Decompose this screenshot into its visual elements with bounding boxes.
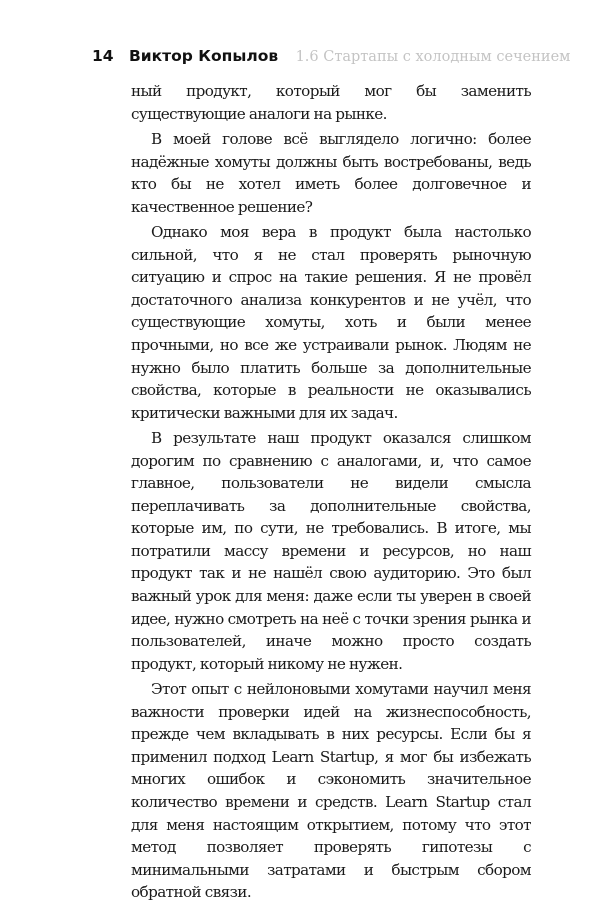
- paragraph-4: В результате наш продукт оказался слишком дорогим по сравнению с аналогами, и, что самое главное, пользователи не видели смысла переплачивать за дополнительные свойства, которые им, по сути, не требовались. В итоге, мы потратили массу времени и ресурсов, но наш продукт так и не нашёл свою аудиторию. Это был важный урок для меня: даже если ты уверен в своей идее, нужно смотреть на неё с точки зрения рынка и пользователей, иначе можно просто создать продукт, который никому не нужен.: [131, 429, 531, 673]
- paragraph-3: Однако моя вера в продукт была настолько сильной, что я не стал проверять рыночную ситуацию и спрос на такие решения. Я не провёл достаточного анализа конкурентов и не учёл, что существующие хомуты, хоть и были менее прочными, но все же устраивали рынок. Людям не нужно было платить больше за дополнительные свойства, которые в реальности не оказывались критически важными для их задач.: [131, 223, 531, 422]
- author-name: Виктор Копылов: [128, 47, 279, 65]
- page-number: 14: [92, 47, 114, 65]
- paragraph-2: В моей голове всё выглядело логично: более надёжные хомуты должны быть востребованы, ведь кто бы не хотел иметь более долговечное и качественное решение?: [131, 130, 531, 216]
- running-header: [92, 47, 571, 69]
- chapter-title: 1.6 Стартапы с холодным сечением: [295, 49, 571, 65]
- page-body: [131, 80, 531, 904]
- paragraph-1: ный продукт, который мог бы заменить существующие аналоги на рынке.: [131, 82, 531, 123]
- paragraph-5: Этот опыт с нейлоновыми хомутами научил меня важности проверки идей на жизнеспособность, прежде чем вкладывать в них ресурсы. Если бы я применил подход Learn Startup, я мог бы избежать многих ошибок и сэкономить значительное количество времени и средств. Learn Startup стал для меня настоящим открытием, потому что этот метод позволяет проверять гипотезы с минимальными затратами и быстрым сбором обратной связи.: [131, 680, 531, 902]
